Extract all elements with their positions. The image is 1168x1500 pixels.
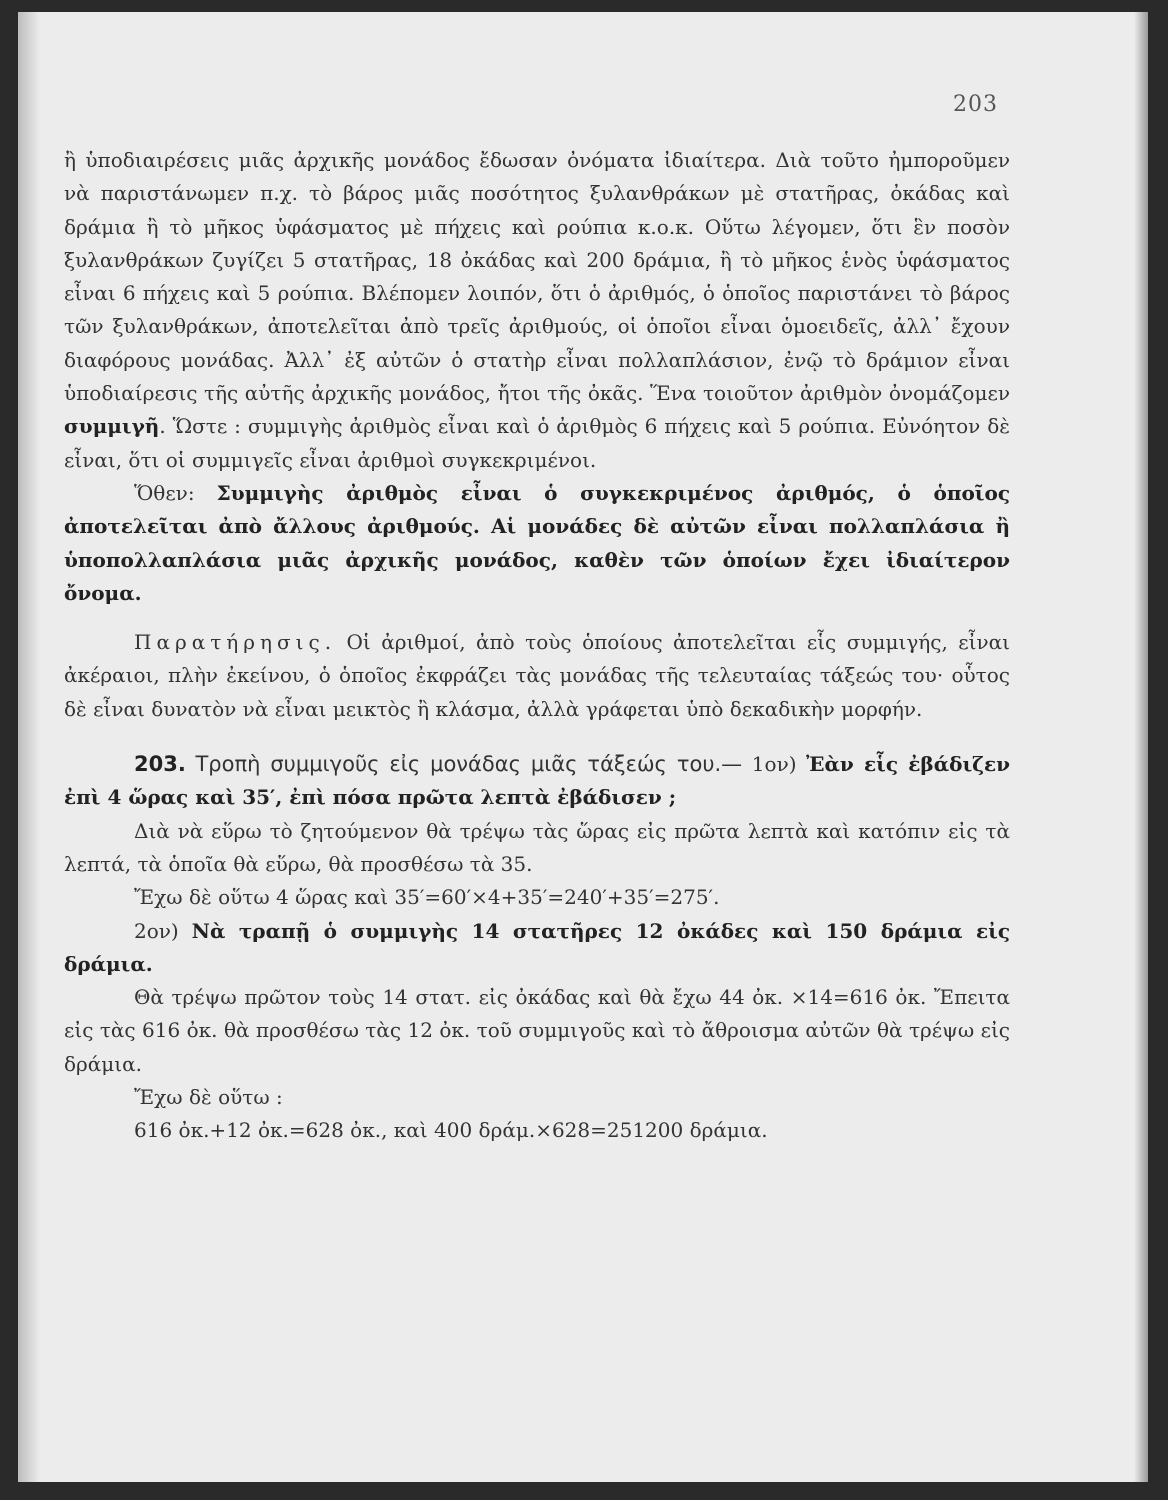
definition-lead: Ὅθεν: <box>134 480 195 505</box>
definition-text: Συμμιγὴς ἀριθμὸς εἶναι ὁ συγκεκριμένος ἀριθμός, ὁ ὁποῖος ἀποτελεῖται ἀπὸ ἄλλους ἀριθμούς. Αἱ μονάδες δὲ αὐτῶν εἶναι πολλαπλάσια ἢ ὑποπολλαπλάσια μιᾶς ἀρχικῆς μονάδος, καθὲν τῶν ὁποίων ἔχει ἰδιαίτερον ὄνομα. <box>64 480 1010 605</box>
question-2-calculation: 616 ὀκ.+12 ὀκ.=628 ὀκ., καὶ 400 δράμ.×628=251200 δράμια. <box>134 1118 768 1143</box>
observation-paragraph <box>64 626 1010 726</box>
page-number: 203 <box>953 92 998 117</box>
question-1-calculation: Ἔχω δὲ οὕτω 4 ὥρας καὶ 35′=60′×4+35′=240′+35′=275′. <box>134 885 720 910</box>
book-page <box>18 12 1148 1482</box>
question-2-text: Νὰ τραπῇ ὁ συμμιγὴς 14 στατῆρες 12 ὀκάδες καὶ 150 δράμια εἰς δράμια. <box>64 918 1011 976</box>
spacer <box>64 610 1010 626</box>
spacer <box>64 726 1010 748</box>
question-2-explanation: Θὰ τρέψω πρῶτον τοὺς 14 στατ. εἰς ὀκάδας καὶ θὰ ἔχω 44 ὀκ. ×14=616 ὀκ. Ἔπειτα εἰς τὰς 616 ὀκ. θὰ προσθέσω τὰς 12 ὀκ. τοῦ συμμιγοῦς καὶ τὸ ἄθροισμα αὐτῶν θὰ τρέψω εἰς δράμια. <box>64 985 1010 1076</box>
definition-paragraph <box>64 477 1010 610</box>
paragraph-intro <box>64 144 1010 477</box>
section-number: 203. <box>134 752 186 777</box>
question-1-label: 1ον) <box>751 752 797 777</box>
observation-text: Οἱ ἀριθμοί, ἀπὸ τοὺς ὁποίους ἀποτελεῖται εἷς συμμιγής, εἶναι ἀκέραιοι, πλὴν ἐκείνου, ὁ ὁποῖος ἐκφράζει τὰς μονάδας τῆς τελευταίας τάξεώς του· οὗτος δὲ εἶναι δυνατὸν νὰ εἶναι μεικτὸς ἢ κλάσμα, ἀλλὰ γράφεται ὑπὸ δεκαδικὴν μορφήν. <box>64 630 1010 721</box>
observation-label: Παρατήρησις. <box>134 630 337 655</box>
question-1-text: Ἐὰν εἷς ἐβάδιζεν ἐπὶ 4 ὥρας καὶ 35′, ἐπὶ πόσα πρῶτα λεπτὰ ἐβάδισεν ; <box>64 752 1011 810</box>
intro-text-end: . Ὥστε : συμμιγὴς ἀριθμὸς εἶναι καὶ ὁ ἀριθμὸς 6 πήχεις καὶ 5 ρούπια. Εὐνόητον δὲ εἶναι, ὅτι οἱ συμμιγεῖς εἶναι ἀριθμοὶ συγκεκριμένοι. <box>64 414 1010 472</box>
intro-text: ἢ ὑποδιαιρέσεις μιᾶς ἀρχικῆς μονάδος ἔδωσαν ὀνόματα ἰδιαίτερα. Διὰ τοῦτο ἠμποροῦμεν νὰ παριστάνωμεν π.χ. τὸ βάρος μιᾶς ποσότητος ξυλανθράκων μὲ στατῆρας, ὀκάδας καὶ δράμια ἢ τὸ μῆκος ὑφάσματος μὲ πήχεις καὶ ρούπια κ.ο.κ. Οὕτω λέγομεν, ὅτι ἓν ποσὸν ξυλανθράκων ζυγίζει 5 στατῆρας, 18 ὀκάδας καὶ 200 δράμια, ἢ τὸ μῆκος ἑνὸς ὑφάσματος εἶναι 6 πήχεις καὶ 5 ρούπια. Βλέπομεν λοιπόν, ὅτι ὁ ἀριθμός, ὁ ὁποῖος παριστάνει τὸ βάρος τῶν ξυλανθράκων, ἀποτελεῖται ἀπὸ τρεῖς ἀριθμούς, οἱ ὁποῖοι εἶναι ὁμοειδεῖς, ἀλλ᾽ ἔχουν διαφόρους μονάδας. Ἀλλ᾽ ἐξ αὐτῶν ὁ στατὴρ εἶναι πολλαπλάσιον, ἐνῷ τὸ δράμιον εἶναι ὑποδιαίρεσις τῆς αὐτῆς ἀρχικῆς μονάδος, ἤτοι τῆς ὀκᾶς. Ἕνα τοιοῦτον ἀριθμὸν ὀνομάζομεν <box>64 148 1010 406</box>
section-title: Τροπὴ συμμιγοῦς εἰς μονάδας μιᾶς τάξεώς του.— <box>195 752 743 777</box>
question-2 <box>64 915 1010 982</box>
question-2-calc-intro: Ἔχω δὲ οὕτω : <box>134 1085 283 1110</box>
body-text <box>64 144 1010 1148</box>
section-203 <box>64 748 1010 815</box>
question-1-explanation: Διὰ νὰ εὕρω τὸ ζητούμενον θὰ τρέψω τὰς ὥρας εἰς πρῶτα λεπτὰ καὶ κατόπιν εἰς τὰ λεπτά, τὰ ὁποῖα θὰ εὕρω, θὰ προσθέσω τὰ 35. <box>64 818 1010 876</box>
binding-shadow <box>18 12 40 1482</box>
page-edge <box>1134 12 1148 1482</box>
question-2-label: 2ον) <box>134 918 179 943</box>
term-symmigi: συμμιγῆ <box>64 414 160 439</box>
